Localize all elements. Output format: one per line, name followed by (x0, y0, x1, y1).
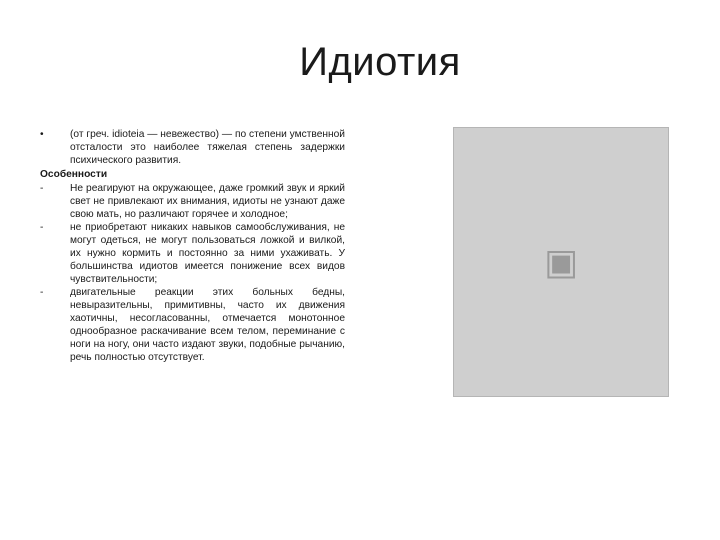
feature-item (40, 182, 345, 221)
feature-text: двигательные реакции этих больных бедны, невыразительны, примитивны, часто их движения хаотичны, несогласованны, отмечается монотонное однообразное раскачивание всем телом, переминание с ноги на ногу, они часто издают звуки, подобные рычанию, речь полностью отсутствует. (70, 287, 345, 363)
image-icon: ▣ (543, 241, 578, 282)
feature-item (40, 221, 345, 286)
features-heading: Особенности (40, 169, 108, 180)
intro-bullet (40, 128, 345, 167)
feature-text: Не реагируют на окружающее, даже громкий звук и яркий свет не привлекают их внимания, идиоты не узнают даже свою мать, но различают горячее и холодное; (70, 183, 345, 220)
slide-text (40, 128, 345, 364)
feature-item (40, 286, 345, 364)
dash-marker: - (40, 287, 44, 298)
dash-marker: - (40, 222, 44, 233)
dash-marker: - (40, 183, 44, 194)
intro-text: (от греч. idioteia — невежество) — по степени умственной отсталости это наиболее тяжелая степень задержки психического развития. (70, 129, 345, 166)
slide-title: Идиотия (299, 40, 461, 84)
bullet-marker: • (40, 129, 44, 140)
feature-text: не приобретают никаких навыков самообслуживания, не могут одеться, не могут пользоваться ложкой и вилкой, их нужно кормить и постоянно за ними ухаживать. У большинства идиотов имеется понижение всех видов чувствительности; (70, 222, 345, 285)
photo-placeholder (453, 127, 669, 397)
